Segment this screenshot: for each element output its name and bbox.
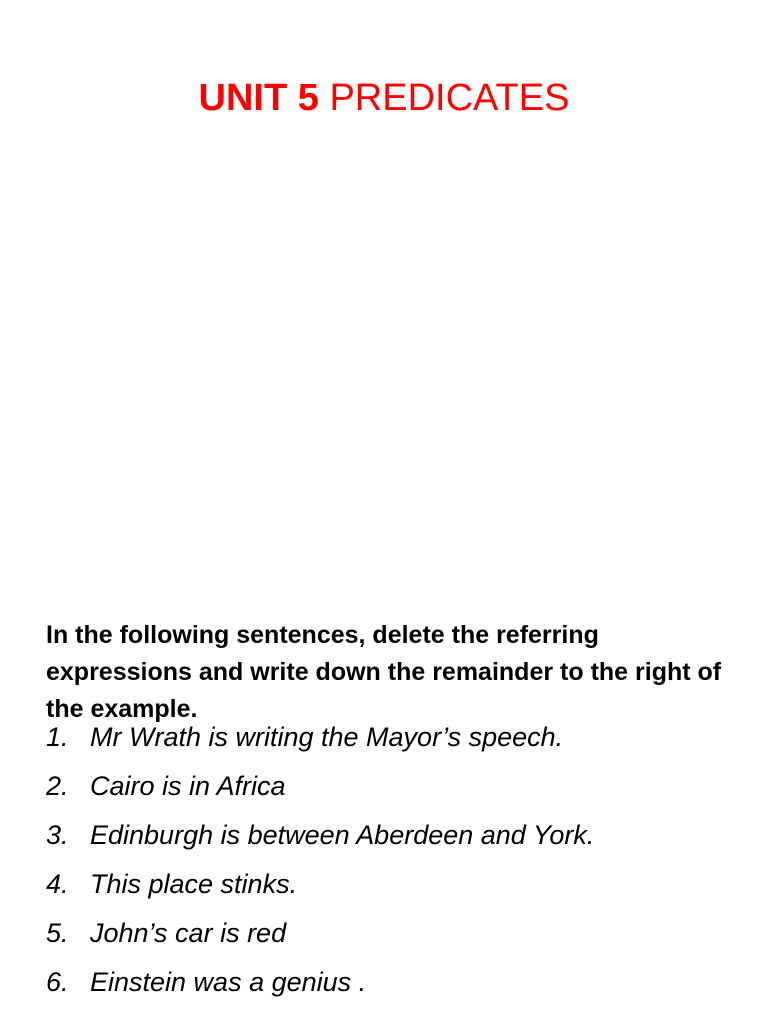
topic-label: PREDICATES <box>329 77 570 120</box>
list-item-text: Mr Wrath is writing the Mayor’s speech. <box>90 722 564 752</box>
list-item-text: Edinburgh is between Aberdeen and York. <box>90 820 595 850</box>
list-item-number: 5. <box>46 918 69 948</box>
list-item <box>46 958 746 1007</box>
list-item <box>46 860 746 909</box>
list-item <box>46 762 746 811</box>
list-item <box>46 713 746 762</box>
list-item-text: Cairo is in Africa <box>90 771 286 801</box>
list-item-number: 2. <box>46 771 69 801</box>
list-item-text: This place stinks. <box>90 869 298 899</box>
list-item <box>46 909 746 958</box>
list-item-number: 4. <box>46 869 69 899</box>
page-title <box>0 75 768 121</box>
list-item-number: 1. <box>46 722 69 752</box>
list-item-number: 6. <box>46 967 69 997</box>
list-item-text: Einstein was a genius . <box>90 967 367 997</box>
unit-label: UNIT 5 <box>198 77 319 120</box>
list-item-number: 3. <box>46 820 69 850</box>
sentence-list <box>46 713 746 1007</box>
list-item <box>46 811 746 860</box>
instruction-text: In the following sentences, delete the referring expressions and write down the remainder to the right of the example. <box>46 621 722 723</box>
list-item-text: John’s car is red <box>90 918 287 948</box>
